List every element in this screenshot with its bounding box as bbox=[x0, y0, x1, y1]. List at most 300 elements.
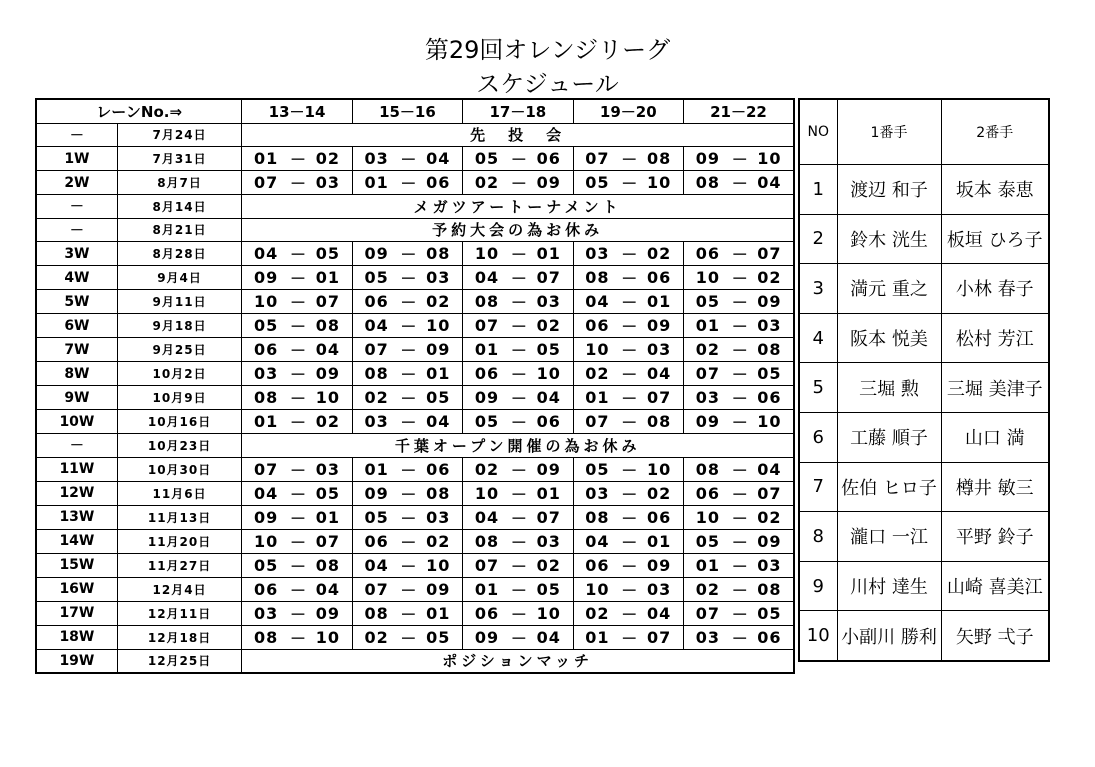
team-a-cell: 07 bbox=[242, 457, 290, 481]
schedule-row bbox=[36, 577, 794, 601]
second-player-cell: 山崎 喜美江 bbox=[941, 561, 1049, 611]
match-dash: － bbox=[290, 266, 304, 290]
team-b-cell: 05 bbox=[746, 601, 794, 625]
date-cell: 10月16日 bbox=[117, 410, 242, 434]
team-b-cell: 07 bbox=[525, 266, 573, 290]
team-b-cell: 09 bbox=[414, 577, 462, 601]
team-a-cell: 01 bbox=[684, 314, 732, 338]
team-b-cell: 05 bbox=[304, 242, 352, 266]
team-b-cell: 01 bbox=[414, 601, 462, 625]
match-dash: － bbox=[511, 601, 525, 625]
week-cell: 13W bbox=[36, 505, 117, 529]
date-cell: 12月4日 bbox=[117, 577, 242, 601]
team-a-cell: 02 bbox=[573, 601, 621, 625]
team-a-cell: 10 bbox=[573, 577, 621, 601]
date-cell: 9月4日 bbox=[117, 266, 242, 290]
team-b-cell: 08 bbox=[746, 338, 794, 362]
team-a-cell: 08 bbox=[242, 625, 290, 649]
team-a-cell: 09 bbox=[684, 410, 732, 434]
match-dash: － bbox=[621, 625, 635, 649]
team-a-cell: 05 bbox=[684, 290, 732, 314]
week-cell: 19W bbox=[36, 649, 117, 673]
team-b-cell: 10 bbox=[414, 314, 462, 338]
team-a-cell: 07 bbox=[242, 171, 290, 195]
match-dash: － bbox=[290, 553, 304, 577]
team-no-cell: 9 bbox=[799, 561, 837, 611]
match-dash: － bbox=[400, 266, 414, 290]
date-cell: 8月21日 bbox=[117, 218, 242, 242]
match-dash: － bbox=[400, 314, 414, 338]
team-a-cell: 07 bbox=[684, 362, 732, 386]
schedule-row bbox=[36, 553, 794, 577]
team-a-cell: 03 bbox=[684, 625, 732, 649]
team-a-cell: 09 bbox=[242, 266, 290, 290]
second-player-cell: 山口 満 bbox=[941, 412, 1049, 462]
week-cell: － bbox=[36, 434, 117, 458]
match-dash: － bbox=[290, 577, 304, 601]
team-b-cell: 08 bbox=[635, 410, 683, 434]
team-a-cell: 01 bbox=[352, 171, 400, 195]
match-dash: － bbox=[621, 362, 635, 386]
match-dash: － bbox=[732, 529, 746, 553]
match-dash: － bbox=[511, 457, 525, 481]
team-b-cell: 10 bbox=[635, 457, 683, 481]
team-b-cell: 10 bbox=[746, 410, 794, 434]
team-a-cell: 02 bbox=[684, 338, 732, 362]
player-row bbox=[799, 561, 1049, 611]
team-a-cell: 09 bbox=[463, 386, 511, 410]
team-b-cell: 08 bbox=[414, 481, 462, 505]
team-b-cell: 08 bbox=[635, 147, 683, 171]
team-b-cell: 06 bbox=[525, 410, 573, 434]
player-row bbox=[799, 611, 1049, 661]
team-a-cell: 05 bbox=[463, 410, 511, 434]
team-no-cell: 1 bbox=[799, 165, 837, 215]
schedule-row bbox=[36, 171, 794, 195]
schedule-row bbox=[36, 505, 794, 529]
team-a-cell: 07 bbox=[352, 577, 400, 601]
team-a-cell: 06 bbox=[242, 577, 290, 601]
date-cell: 10月23日 bbox=[117, 434, 242, 458]
team-a-cell: 05 bbox=[242, 553, 290, 577]
team-a-cell: 01 bbox=[573, 386, 621, 410]
team-b-cell: 06 bbox=[746, 386, 794, 410]
team-a-cell: 01 bbox=[684, 553, 732, 577]
week-cell: 17W bbox=[36, 601, 117, 625]
team-b-cell: 02 bbox=[635, 481, 683, 505]
team-a-cell: 09 bbox=[352, 242, 400, 266]
team-a-cell: 06 bbox=[573, 314, 621, 338]
week-cell: 5W bbox=[36, 290, 117, 314]
team-a-cell: 01 bbox=[242, 147, 290, 171]
team-b-cell: 03 bbox=[746, 553, 794, 577]
match-dash: － bbox=[732, 410, 746, 434]
second-player-cell: 樽井 敏三 bbox=[941, 462, 1049, 512]
team-b-cell: 10 bbox=[304, 386, 352, 410]
first-player-cell: 三堀 勲 bbox=[837, 363, 941, 413]
match-dash: － bbox=[621, 171, 635, 195]
date-cell: 7月31日 bbox=[117, 147, 242, 171]
team-b-cell: 10 bbox=[525, 362, 573, 386]
date-cell: 7月24日 bbox=[117, 123, 242, 147]
team-b-cell: 06 bbox=[635, 266, 683, 290]
team-b-cell: 03 bbox=[525, 290, 573, 314]
team-b-cell: 09 bbox=[525, 457, 573, 481]
team-a-cell: 10 bbox=[684, 266, 732, 290]
match-dash: － bbox=[400, 577, 414, 601]
match-dash: － bbox=[621, 242, 635, 266]
schedule-row bbox=[36, 314, 794, 338]
match-dash: － bbox=[621, 147, 635, 171]
team-b-cell: 09 bbox=[746, 529, 794, 553]
team-a-cell: 07 bbox=[573, 410, 621, 434]
first-header: 1番手 bbox=[837, 99, 941, 165]
date-cell: 9月25日 bbox=[117, 338, 242, 362]
match-dash: － bbox=[732, 290, 746, 314]
match-dash: － bbox=[732, 362, 746, 386]
team-a-cell: 01 bbox=[352, 457, 400, 481]
schedule-row bbox=[36, 386, 794, 410]
team-b-cell: 01 bbox=[635, 529, 683, 553]
match-dash: － bbox=[621, 481, 635, 505]
schedule-row bbox=[36, 434, 794, 458]
date-cell: 9月11日 bbox=[117, 290, 242, 314]
team-b-cell: 03 bbox=[304, 171, 352, 195]
match-dash: － bbox=[511, 362, 525, 386]
team-b-cell: 09 bbox=[304, 362, 352, 386]
team-a-cell: 05 bbox=[684, 529, 732, 553]
team-b-cell: 04 bbox=[635, 601, 683, 625]
team-no-cell: 2 bbox=[799, 214, 837, 264]
schedule-row bbox=[36, 457, 794, 481]
match-dash: － bbox=[511, 505, 525, 529]
team-b-cell: 04 bbox=[414, 410, 462, 434]
first-player-cell: 工藤 順子 bbox=[837, 412, 941, 462]
team-b-cell: 02 bbox=[304, 410, 352, 434]
match-dash: － bbox=[732, 338, 746, 362]
match-dash: － bbox=[511, 553, 525, 577]
team-a-cell: 09 bbox=[463, 625, 511, 649]
team-a-cell: 03 bbox=[352, 410, 400, 434]
player-row bbox=[799, 165, 1049, 215]
schedule-row bbox=[36, 242, 794, 266]
team-b-cell: 09 bbox=[304, 601, 352, 625]
match-dash: － bbox=[290, 362, 304, 386]
team-no-cell: 8 bbox=[799, 512, 837, 562]
team-b-cell: 08 bbox=[414, 242, 462, 266]
player-row bbox=[799, 363, 1049, 413]
team-a-cell: 05 bbox=[573, 171, 621, 195]
team-a-cell: 04 bbox=[352, 314, 400, 338]
match-dash: － bbox=[732, 242, 746, 266]
week-cell: － bbox=[36, 195, 117, 219]
schedule-row bbox=[36, 649, 794, 673]
team-a-cell: 10 bbox=[242, 529, 290, 553]
team-b-cell: 05 bbox=[414, 386, 462, 410]
lane-header: 15－16 bbox=[352, 99, 462, 123]
team-b-cell: 07 bbox=[635, 386, 683, 410]
team-b-cell: 04 bbox=[635, 362, 683, 386]
team-a-cell: 03 bbox=[573, 481, 621, 505]
schedule-body bbox=[36, 99, 794, 673]
match-dash: － bbox=[400, 147, 414, 171]
team-b-cell: 06 bbox=[635, 505, 683, 529]
team-a-cell: 01 bbox=[463, 338, 511, 362]
team-b-cell: 02 bbox=[746, 266, 794, 290]
team-b-cell: 03 bbox=[414, 266, 462, 290]
match-dash: － bbox=[732, 601, 746, 625]
team-b-cell: 05 bbox=[525, 338, 573, 362]
match-dash: － bbox=[621, 529, 635, 553]
week-cell: 3W bbox=[36, 242, 117, 266]
player-row bbox=[799, 462, 1049, 512]
team-a-cell: 07 bbox=[684, 601, 732, 625]
team-a-cell: 04 bbox=[242, 481, 290, 505]
match-dash: － bbox=[621, 290, 635, 314]
event-note: メガツアートーナメント bbox=[242, 195, 794, 219]
match-dash: － bbox=[511, 410, 525, 434]
no-header: NO bbox=[799, 99, 837, 165]
team-b-cell: 01 bbox=[304, 266, 352, 290]
match-dash: － bbox=[621, 505, 635, 529]
match-dash: － bbox=[400, 242, 414, 266]
match-dash: － bbox=[732, 625, 746, 649]
player-row bbox=[799, 313, 1049, 363]
match-dash: － bbox=[621, 601, 635, 625]
team-b-cell: 01 bbox=[304, 505, 352, 529]
team-b-cell: 02 bbox=[414, 529, 462, 553]
match-dash: － bbox=[621, 553, 635, 577]
match-dash: － bbox=[290, 338, 304, 362]
second-player-cell: 三堀 美津子 bbox=[941, 363, 1049, 413]
team-b-cell: 01 bbox=[635, 290, 683, 314]
team-b-cell: 08 bbox=[304, 553, 352, 577]
second-player-cell: 矢野 弌子 bbox=[941, 611, 1049, 661]
team-b-cell: 05 bbox=[746, 362, 794, 386]
match-dash: － bbox=[290, 625, 304, 649]
team-b-cell: 02 bbox=[746, 505, 794, 529]
match-dash: － bbox=[621, 577, 635, 601]
match-dash: － bbox=[621, 410, 635, 434]
match-dash: － bbox=[290, 242, 304, 266]
team-no-cell: 6 bbox=[799, 412, 837, 462]
team-a-cell: 08 bbox=[352, 362, 400, 386]
match-dash: － bbox=[511, 338, 525, 362]
week-cell: 1W bbox=[36, 147, 117, 171]
team-a-cell: 08 bbox=[463, 529, 511, 553]
players-table bbox=[798, 98, 1050, 662]
team-b-cell: 07 bbox=[525, 505, 573, 529]
match-dash: － bbox=[511, 290, 525, 314]
match-dash: － bbox=[511, 242, 525, 266]
team-b-cell: 03 bbox=[635, 338, 683, 362]
match-dash: － bbox=[400, 290, 414, 314]
team-b-cell: 08 bbox=[746, 577, 794, 601]
team-a-cell: 04 bbox=[463, 266, 511, 290]
team-b-cell: 05 bbox=[304, 481, 352, 505]
team-b-cell: 04 bbox=[525, 625, 573, 649]
first-player-cell: 瀧口 一江 bbox=[837, 512, 941, 562]
event-note: ポジションマッチ bbox=[242, 649, 794, 673]
team-b-cell: 02 bbox=[525, 314, 573, 338]
team-a-cell: 10 bbox=[573, 338, 621, 362]
match-dash: － bbox=[732, 266, 746, 290]
schedule-row bbox=[36, 147, 794, 171]
team-b-cell: 07 bbox=[304, 529, 352, 553]
team-no-cell: 4 bbox=[799, 313, 837, 363]
week-cell: 10W bbox=[36, 410, 117, 434]
match-dash: － bbox=[290, 171, 304, 195]
team-a-cell: 07 bbox=[463, 553, 511, 577]
player-row bbox=[799, 264, 1049, 314]
date-cell: 10月30日 bbox=[117, 457, 242, 481]
team-b-cell: 10 bbox=[635, 171, 683, 195]
team-b-cell: 07 bbox=[746, 481, 794, 505]
team-a-cell: 10 bbox=[463, 242, 511, 266]
team-a-cell: 08 bbox=[463, 290, 511, 314]
team-a-cell: 08 bbox=[573, 505, 621, 529]
team-b-cell: 09 bbox=[525, 171, 573, 195]
match-dash: － bbox=[400, 625, 414, 649]
team-b-cell: 01 bbox=[525, 481, 573, 505]
match-dash: － bbox=[290, 410, 304, 434]
first-player-cell: 阪本 悦美 bbox=[837, 313, 941, 363]
date-cell: 8月14日 bbox=[117, 195, 242, 219]
second-player-cell: 小林 春子 bbox=[941, 264, 1049, 314]
lane-header: 17－18 bbox=[463, 99, 573, 123]
team-a-cell: 02 bbox=[352, 386, 400, 410]
week-cell: 18W bbox=[36, 625, 117, 649]
team-b-cell: 04 bbox=[746, 457, 794, 481]
match-dash: － bbox=[400, 410, 414, 434]
date-cell: 8月7日 bbox=[117, 171, 242, 195]
second-header: 2番手 bbox=[941, 99, 1049, 165]
player-row bbox=[799, 214, 1049, 264]
schedule-row bbox=[36, 601, 794, 625]
event-note: 予約大会の為お休み bbox=[242, 218, 794, 242]
match-dash: － bbox=[511, 481, 525, 505]
players-body bbox=[799, 99, 1049, 661]
team-b-cell: 06 bbox=[746, 625, 794, 649]
week-cell: 7W bbox=[36, 338, 117, 362]
match-dash: － bbox=[511, 577, 525, 601]
week-cell: 16W bbox=[36, 577, 117, 601]
team-b-cell: 05 bbox=[525, 577, 573, 601]
team-a-cell: 03 bbox=[352, 147, 400, 171]
team-a-cell: 10 bbox=[242, 290, 290, 314]
team-a-cell: 06 bbox=[463, 362, 511, 386]
lane-header: 21－22 bbox=[684, 99, 795, 123]
match-dash: － bbox=[732, 505, 746, 529]
match-dash: － bbox=[400, 171, 414, 195]
match-dash: － bbox=[511, 266, 525, 290]
team-b-cell: 09 bbox=[746, 290, 794, 314]
date-cell: 8月28日 bbox=[117, 242, 242, 266]
match-dash: － bbox=[732, 481, 746, 505]
week-cell: － bbox=[36, 123, 117, 147]
schedule-row bbox=[36, 338, 794, 362]
team-a-cell: 03 bbox=[573, 242, 621, 266]
match-dash: － bbox=[732, 457, 746, 481]
week-cell: 6W bbox=[36, 314, 117, 338]
team-a-cell: 06 bbox=[352, 529, 400, 553]
first-player-cell: 渡辺 和子 bbox=[837, 165, 941, 215]
match-dash: － bbox=[400, 386, 414, 410]
match-dash: － bbox=[511, 314, 525, 338]
team-a-cell: 08 bbox=[573, 266, 621, 290]
team-a-cell: 02 bbox=[684, 577, 732, 601]
match-dash: － bbox=[290, 314, 304, 338]
event-note: 千葉オープン開催の為お休み bbox=[242, 434, 794, 458]
team-a-cell: 06 bbox=[684, 242, 732, 266]
schedule-row bbox=[36, 290, 794, 314]
date-cell: 11月6日 bbox=[117, 481, 242, 505]
team-b-cell: 01 bbox=[414, 362, 462, 386]
team-a-cell: 06 bbox=[573, 553, 621, 577]
team-a-cell: 03 bbox=[242, 601, 290, 625]
team-a-cell: 06 bbox=[684, 481, 732, 505]
schedule-row bbox=[36, 625, 794, 649]
team-a-cell: 05 bbox=[352, 505, 400, 529]
team-a-cell: 04 bbox=[242, 242, 290, 266]
second-player-cell: 坂本 泰恵 bbox=[941, 165, 1049, 215]
match-dash: － bbox=[621, 386, 635, 410]
schedule-row bbox=[36, 123, 794, 147]
match-dash: － bbox=[732, 147, 746, 171]
team-b-cell: 03 bbox=[414, 505, 462, 529]
team-b-cell: 10 bbox=[746, 147, 794, 171]
date-cell: 10月2日 bbox=[117, 362, 242, 386]
first-player-cell: 小副川 勝利 bbox=[837, 611, 941, 661]
match-dash: － bbox=[732, 314, 746, 338]
team-b-cell: 06 bbox=[525, 147, 573, 171]
lane-header: 13－14 bbox=[242, 99, 352, 123]
date-cell: 12月25日 bbox=[117, 649, 242, 673]
team-b-cell: 07 bbox=[746, 242, 794, 266]
team-no-cell: 7 bbox=[799, 462, 837, 512]
team-b-cell: 10 bbox=[525, 601, 573, 625]
team-b-cell: 04 bbox=[304, 577, 352, 601]
team-a-cell: 02 bbox=[352, 625, 400, 649]
team-a-cell: 03 bbox=[684, 386, 732, 410]
team-b-cell: 01 bbox=[525, 242, 573, 266]
team-a-cell: 08 bbox=[352, 601, 400, 625]
match-dash: － bbox=[400, 481, 414, 505]
week-cell: 12W bbox=[36, 481, 117, 505]
match-dash: － bbox=[621, 338, 635, 362]
schedule-row bbox=[36, 410, 794, 434]
first-player-cell: 佐伯 ヒロ子 bbox=[837, 462, 941, 512]
team-b-cell: 02 bbox=[525, 553, 573, 577]
team-b-cell: 07 bbox=[635, 625, 683, 649]
team-b-cell: 04 bbox=[304, 338, 352, 362]
team-b-cell: 02 bbox=[635, 242, 683, 266]
match-dash: － bbox=[290, 457, 304, 481]
schedule-row bbox=[36, 529, 794, 553]
match-dash: － bbox=[511, 171, 525, 195]
team-a-cell: 09 bbox=[684, 147, 732, 171]
team-b-cell: 09 bbox=[635, 314, 683, 338]
match-dash: － bbox=[400, 338, 414, 362]
team-b-cell: 10 bbox=[304, 625, 352, 649]
team-a-cell: 02 bbox=[573, 362, 621, 386]
team-a-cell: 08 bbox=[684, 171, 732, 195]
team-a-cell: 05 bbox=[573, 457, 621, 481]
team-no-cell: 3 bbox=[799, 264, 837, 314]
schedule-table bbox=[35, 98, 795, 674]
date-cell: 10月9日 bbox=[117, 386, 242, 410]
week-cell: － bbox=[36, 218, 117, 242]
